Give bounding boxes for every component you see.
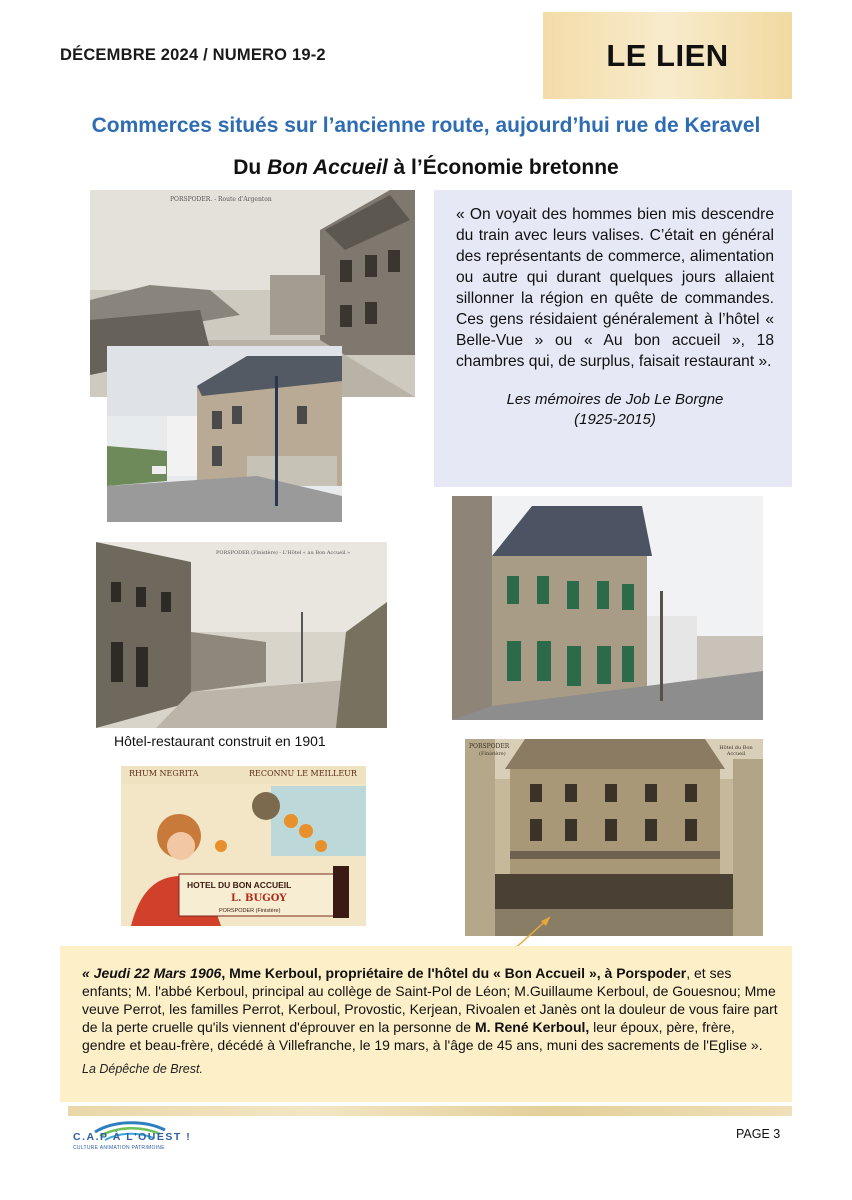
article-subhead (0, 156, 852, 180)
obituary-name: M. René Kerboul, (474, 1019, 590, 1035)
subhead-italic: Bon Accueil (267, 156, 388, 179)
obituary-text (82, 964, 780, 1054)
obituary-date: « Jeudi 22 Mars 1906 (82, 965, 222, 981)
memoir-source-author: Les mémoires de Job Le Borgne (506, 391, 724, 408)
memoir-quote-box (434, 190, 792, 487)
ad-place: PORSPODER (Finistère) (219, 908, 281, 914)
newsletter-title: LE LIEN (606, 37, 729, 73)
article-headline: Commerces situés sur l’ancienne route, aujourd’hui rue de Keravel (91, 114, 761, 137)
ad-brand-left: RHUM NEGRITA (129, 769, 199, 778)
postcard2-title: PORSPODER (Finistère) - L'Hôtel « au Bon Accueil » (216, 550, 351, 556)
obituary-part3: leur époux, père, frère, gendre et beau-frère, décédé à Villefranche, le 19 mars, à l'âge de 45 ans, muni des sacrements de l'Eglise ». (82, 1019, 763, 1053)
newsletter-banner (543, 12, 792, 99)
memoir-source (456, 390, 774, 430)
postcard3-label: Hôtel du Bon Accueil (719, 745, 753, 757)
memoir-quote: « On voyait des hommes bien mis descendre du train avec leurs valises. C’était en général des représentants de commerce, alimentation ou autre qui durant quelques jours allaient sillonner la région en quête de commandes. Ces gens résidaient généralement à l’hôtel « Belle-Vue » ou « Au bon accueil », 18 chambres qui, de surplus, faisait restaurant ». (456, 206, 774, 370)
obituary-source: La Dépêche de Brest. (82, 1062, 203, 1076)
postcard1-title: PORSPODER. - Route d'Argenton (170, 196, 272, 203)
logo-subtitle: CULTURE ANIMATION PATRIMOINE (73, 1145, 165, 1151)
ad-brand-right: RECONNU LE MEILLEUR (249, 769, 357, 778)
subhead-prefix: Du (233, 156, 268, 179)
obituary-notice (60, 946, 792, 1102)
ad-hotel-name: HOTEL DU BON ACCUEIL (187, 880, 292, 890)
decorative-strip (68, 1106, 792, 1116)
postcard3-title: PORSPODER (469, 743, 510, 750)
logo-text: C.A.P À L'OUEST ! (73, 1131, 192, 1143)
obituary-part2: , et ses enfants; M. l'abbé Kerboul, principal au collège de Saint-Pol de Léon; M.Guillaume Kerboul, de Gouesnou; Mme veuve Perrot, les familles Perrot, Kerboul, Provostic, Kerjean, Rivoalen et Janès ont la douleur de vous faire part de la perte cruelle qu'ils viennent d'éprouver en la personne de (82, 965, 778, 1035)
photo-old-postcard-hotel (96, 542, 387, 728)
photo-caption: Hôtel-restaurant construit en 1901 (114, 733, 326, 749)
memoir-source-years: (1925-2015) (574, 411, 656, 428)
ad-owner: L. BUGOY (231, 893, 287, 904)
postcard3-subtitle: (Finistère) (479, 751, 506, 757)
photo-modern-street (107, 346, 342, 522)
issue-date: DÉCEMBRE 2024 / NUMERO 19-2 (60, 46, 326, 64)
page-number: PAGE 3 (736, 1127, 781, 1141)
obituary-part1: , Mme Kerboul, propriétaire de l'hôtel du « Bon Accueil », à Porspoder (221, 965, 687, 981)
subhead-suffix: à l’Économie bretonne (387, 156, 619, 179)
photo-old-hotel-people (465, 739, 763, 936)
photo-modern-hotel (452, 496, 763, 720)
photo-rum-advertisement (121, 766, 366, 926)
